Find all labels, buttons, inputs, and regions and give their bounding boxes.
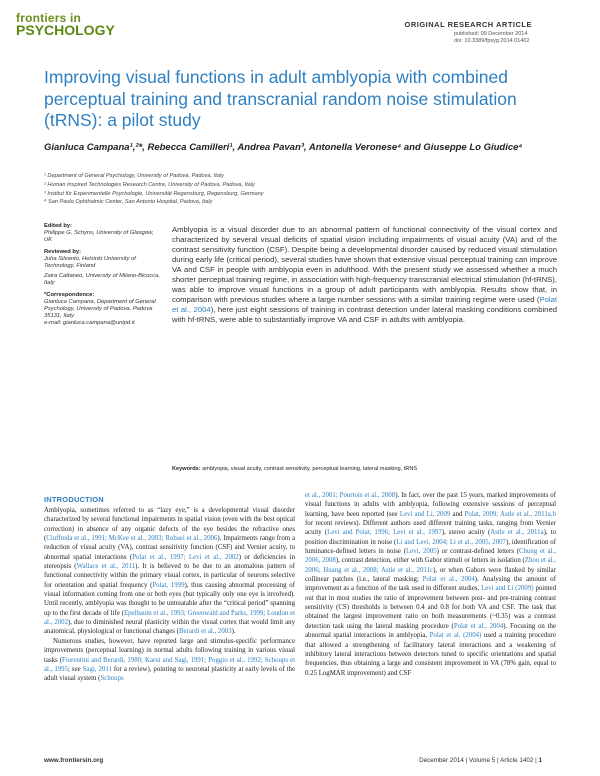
citation[interactable]: Ciuffreda et al., 1991; McKee et al., 2003; Robaei et al., 2006 bbox=[46, 535, 218, 543]
citation[interactable]: Schoups bbox=[100, 675, 124, 683]
published-date: published: 09 December 2014 bbox=[454, 31, 528, 37]
citation[interactable]: Levi, 2005 bbox=[405, 548, 437, 556]
editorial-sidebar bbox=[44, 223, 162, 331]
citation[interactable]: Polat et al. (2004) bbox=[429, 632, 482, 640]
text: ), thus causing abnormal processing of visual information coming from one or both eyes (but typically only one eye is involved). Until recently, amblyopia was thought to be untreatable after the “critical period” spanning up to the first decade of life ( bbox=[44, 581, 295, 617]
citation[interactable]: Fiorentini and Berardi, 1980; Karni and Sagi, 1991; Poggio et al., 1992; Schoups et al., 1995 bbox=[44, 656, 295, 673]
footer-issue-info bbox=[419, 757, 542, 764]
text: for a review), pointing to neuronal plasticity at early levels of the adult visual system ( bbox=[44, 665, 296, 683]
email: e-mail: gianluca.campana@unipd.it bbox=[44, 320, 135, 327]
body-column-left bbox=[44, 506, 295, 684]
text: for recent reviews). Different authors used different training tasks, ranging from Vernier acuity ( bbox=[305, 520, 556, 537]
footer-issue: December 2014 | Volume 5 | Article 1402 | bbox=[419, 757, 537, 764]
text: ; see bbox=[68, 665, 83, 673]
text: pointed out that in most studies the ratio of improvement between post- and pre-training contrast sensitivity (CS) thresholds is between 0.4 and 0.8 for both VA and CSF. The task that obtained the largest improvement ratio on both measurements (~0.35) was a contrast detection task using the lateral masking procedure ( bbox=[305, 585, 556, 630]
affiliations bbox=[44, 172, 564, 207]
text: ), to position discrimination in noise ( bbox=[305, 529, 557, 546]
citation[interactable]: Levi and Li (2009) bbox=[481, 585, 534, 593]
section-heading-introduction: INTRODUCTION bbox=[44, 495, 104, 504]
intro-paragraph-1 bbox=[44, 506, 295, 637]
page-number: 1 bbox=[538, 757, 542, 764]
citation[interactable]: Polat et al., 2004 bbox=[422, 576, 475, 584]
article-title: Improving visual functions in adult amblyopia with combined perceptual training and transcranial random noise stimulation (tRNS): a pilot study bbox=[44, 67, 517, 130]
journal-logo-line2: PSYCHOLOGY bbox=[16, 22, 115, 38]
editor: Philippe G. Schyns, University of Glasgow, UK bbox=[44, 230, 154, 244]
citation[interactable]: Levi and Li, 2009 bbox=[399, 510, 451, 518]
text: ) or contrast-defined letters ( bbox=[436, 548, 519, 556]
text: ) or deficiencies in stereopsis ( bbox=[44, 553, 295, 571]
citation[interactable]: Polat, 1999 bbox=[152, 581, 185, 589]
affiliation-1: ¹ Department of General Psychology, University of Padova, Padova, Italy bbox=[44, 173, 224, 179]
keywords bbox=[172, 465, 557, 473]
text: ), identification of luminance-defined letters in noise ( bbox=[305, 538, 556, 556]
text: ), stereo acuity ( bbox=[441, 529, 491, 537]
text: used a training procedure that allowed a strengthening of facilitatory lateral interactions and a weakening of inhibitory lateral interactions between detectors tuned to specific orientations and spatial frequencies, thus obtaining a large and consistent improvement in VA (78% gain, equal to 0.25 LogMAR improvement) and CSF bbox=[305, 632, 556, 677]
affiliation-3: ³ Institut für Experimentelle Psychologie, Universität Regensburg, Regensburg, Germany bbox=[44, 190, 264, 197]
journal-logo-line1: frontiers in bbox=[16, 11, 82, 25]
text: ). It is believed to be due to an anomalous pattern of functional connectivity within the primary visual cortex, in particular of neurons selective for orientation and spatial frequency ( bbox=[44, 563, 296, 589]
citation[interactable]: Wallace et al., 2011 bbox=[76, 563, 136, 571]
citation[interactable]: Polat, 2009; Astle et al., 2011a,b bbox=[464, 510, 556, 518]
citation[interactable]: Levi and Polat, 1996; Levi et al., 1997 bbox=[327, 529, 442, 537]
keywords-text: amblyopia, visual acuity, contrast sensitivity, perceptual learning, lateral masking, tRNS bbox=[202, 466, 418, 472]
reviewed-by-label: Reviewed by: bbox=[44, 248, 82, 255]
text: ). bbox=[231, 628, 236, 636]
affiliation-2: ² Human Inspired Technologies Research Centre, University of Padova, Padova, Italy bbox=[44, 181, 255, 188]
text: ), due to diminished neural plasticity within the visual cortex that would limit any anatomical, physiological or functional changes ( bbox=[44, 619, 295, 636]
citation[interactable]: et al., 2001; Pourtois et al., 2008 bbox=[305, 492, 396, 499]
affiliation-4: ⁴ San Paolo Ophthalmic Center, San Antonio Hospital, Padova, Italy bbox=[44, 199, 213, 206]
text: ), or when Gabors were flanked by similar collinear patches (i.e., lateral masking; bbox=[305, 566, 556, 584]
text: and bbox=[450, 510, 465, 518]
abstract bbox=[172, 225, 557, 325]
text: ). Focusing on the abnormal spatial interactions in amblyopia, bbox=[305, 622, 556, 640]
edited-by-label: Edited by: bbox=[44, 223, 73, 229]
citation[interactable]: Epelbaum et al., 1993; Greenwald and Parks, 1999; Loudon et al., 2002 bbox=[44, 609, 295, 627]
citation[interactable]: Berardi et al., 2003 bbox=[178, 628, 232, 636]
reviewer-1: Juha Silvanto, Helsinki University of Technology, Finland bbox=[44, 255, 136, 270]
footer-website[interactable]: www.frontiersin.org bbox=[44, 757, 104, 764]
text: ). In fact, over the past 15 years, marked improvements of visual functions in adults with amblyopia, following extensive sessions of perceptual learning, have been reported (see bbox=[305, 492, 556, 518]
abstract-citation[interactable]: Polat et al., 2004 bbox=[172, 295, 557, 315]
body-column-right bbox=[305, 491, 556, 678]
article-type: ORIGINAL RESEARCH ARTICLE bbox=[404, 20, 532, 29]
text: ), contrast detection, either with Gabor stimuli or letters in isolation ( bbox=[335, 557, 525, 565]
intro-paragraph-2-cont bbox=[305, 491, 556, 678]
text: ). Impairments range from a reduction of visual acuity (VA), contrast sensitivity function (CSF) and Vernier acuity, to abnormal spatial interactions ( bbox=[44, 535, 295, 561]
citation[interactable]: Zhou et al., 2006; Huang et al., 2008; Astle et al., 2011c bbox=[305, 557, 557, 574]
text: Amblyopia, sometimes referred to as “lazy eye,” is a developmental visual disorder characterized by several functional impairments in spatial vision (even with the best optical correction) in absence of any organic defects of the eye besides the refractive ones ( bbox=[44, 507, 295, 543]
publication-info bbox=[454, 31, 532, 45]
citation[interactable]: Polat et al., 2004 bbox=[453, 622, 504, 630]
citation[interactable]: Chung et al., 2006, 2008 bbox=[305, 548, 556, 565]
text: ). Analysing the amount of improvement as a function of the task used in different studies, bbox=[305, 576, 556, 593]
doi: doi: 10.3389/fpsyg.2014.01402 bbox=[454, 38, 530, 44]
citation[interactable]: Polat et al., 1997; Levi et al., 2002 bbox=[132, 553, 239, 561]
reviewer-2: Zaira Cattaneo, University of Milano-Bicocca, Italy bbox=[44, 273, 160, 287]
intro-paragraph-2 bbox=[44, 637, 295, 684]
author-list: Gianluca Campana¹,²*, Rebecca Camilleri¹, Andrea Pavan³, Antonella Veronese⁴ and Giuseppe Lo Giudice⁴ bbox=[44, 142, 523, 153]
citation[interactable]: Li and Levi, 2004; Li et al., 2005, 2007 bbox=[396, 538, 506, 546]
correspondence: Gianluca Campana, Department of General Psychology, University of Padova, Padova 35131, Italy bbox=[44, 298, 156, 320]
text: Numerous studies, however, have reported large and stimulus-specific performance improvements (perceptual learning) in normal adults following training in various visual tasks ( bbox=[44, 637, 295, 664]
citation[interactable]: Astle et al., 2011a bbox=[490, 529, 544, 537]
correspondence-label: *Correspondence: bbox=[44, 291, 95, 298]
citation[interactable]: Sagi, 2011 bbox=[82, 665, 112, 673]
keywords-label: Keywords: bbox=[172, 466, 201, 472]
abstract-text-1: Amblyopia is a visual disorder due to an abnormal pattern of functional connectivity of the visual cortex and characterized by several visual deficits of spatial vision including impairments of visual acuity (VA) and of the contrast sensitivity function (CSF). Despite being a developmental disorder caused by reduced visual stimulation during early life (critical period), several studies have shown that extensive visual perceptual training can improve VA and CSF in people with amblyopia even in adulthood. With the present study we assessed whether a much shorter perceptual training regime, in association with high-frequency transcranial electrical stimulation (hf-tRNS), was able to improve visual functions in a group of adult participants with amblyopia. Results show that, in comparison with previous studies where a large number sessions with a similar training regime were used ( bbox=[172, 225, 557, 305]
abstract-text-2: ), here just eight sessions of training in contrast detection under lateral masking conditions combined with hf-tRNS, were able to substantially improve VA and CSF in adults with amblyopia. bbox=[172, 305, 557, 325]
